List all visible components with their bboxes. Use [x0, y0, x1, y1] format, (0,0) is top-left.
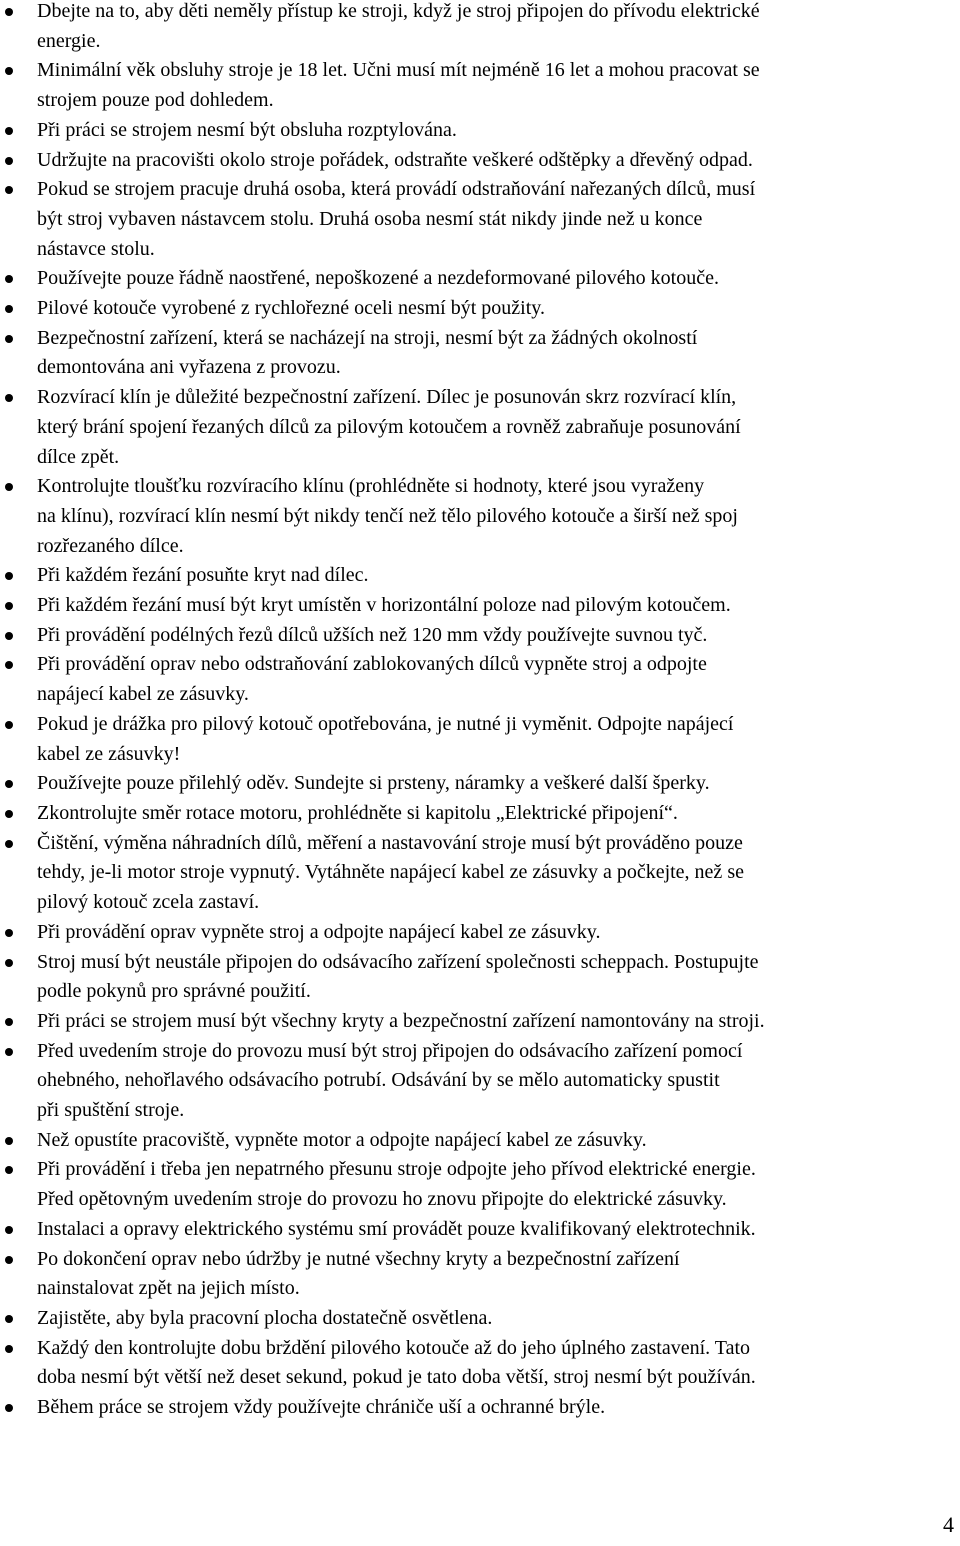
list-item [0, 324, 958, 383]
bullet-icon [5, 1345, 13, 1353]
list-item-text: Při provádění podélných řezů dílců užších než 120 mm vždy používejte suvnou tyč. [37, 623, 708, 646]
list-item [0, 591, 958, 621]
list-item [0, 918, 958, 948]
list-item-text: Zajistěte, aby byla pracovní plocha dostatečně osvětlena. [37, 1306, 493, 1329]
list-item-text: Čištění, výměna náhradních dílů, měření a nastavování stroje musí být prováděno pouze tehdy, je-li motor stroje vypnutý. Vytáhněte napájecí kabel ze zásuvky a počkejte, než se pilový kotouč zcela zastaví. [37, 831, 744, 914]
bullet-icon [5, 602, 13, 610]
bullet-icon [5, 335, 13, 343]
list-item-text: Používejte pouze řádně naostřené, nepoškozené a nezdeformované pilového kotouče. [37, 267, 719, 290]
bullet-icon [5, 572, 13, 580]
bullet-icon [5, 1166, 13, 1174]
list-item-text: Při práci se strojem nesmí být obsluha rozptylována. [37, 118, 457, 141]
list-item [0, 1037, 958, 1126]
list-item-text: Bezpečnostní zařízení, která se nacházejí na stroji, nesmí být za žádných okolností demontována ani vyřazena z provozu. [37, 326, 698, 379]
bullet-icon [5, 186, 13, 194]
list-item [0, 294, 958, 324]
list-item-text: Používejte pouze přilehlý oděv. Sundejte si prsteny, náramky a veškeré další šperky. [37, 772, 710, 795]
bullet-icon [5, 661, 13, 669]
page-number: 4 [943, 1512, 954, 1537]
list-item-text: Dbejte na to, aby děti neměly přístup ke stroji, když je stroj připojen do přívodu elektrické energie. [37, 0, 760, 52]
list-item-text: Při provádění oprav vypněte stroj a odpojte napájecí kabel ze zásuvky. [37, 920, 601, 943]
list-item-text: Pokud se strojem pracuje druhá osoba, která provádí odstraňování nařezaných dílců, musí být stroj vybaven nástavcem stolu. Druhá osoba nesmí stát nikdy jinde než u konce nástavce stolu. [37, 178, 756, 260]
list-item [0, 116, 958, 146]
bullet-icon [5, 157, 13, 165]
list-item-text: Kontrolujte tloušťku rozvíracího klínu (prohlédněte si hodnoty, které jsou vyraženy na klínu), rozvírací klín nesmí být nikdy tenčí než tělo pilového kotouče a širší než spoj rozřezaného dílce. [37, 475, 738, 557]
bullet-icon [5, 721, 13, 729]
bullet-icon [5, 632, 13, 640]
bullet-icon [5, 959, 13, 967]
list-item [0, 1007, 958, 1037]
list-item [0, 1215, 958, 1245]
list-item-text: Minimální věk obsluhy stroje je 18 let. Učni musí mít nejméně 16 let a mohou pracovat se strojem pouze pod dohledem. [37, 59, 760, 112]
list-item-text: Při každém řezání posuňte kryt nad dílec. [37, 564, 369, 587]
bullet-icon [5, 275, 13, 283]
list-item [0, 146, 958, 176]
list-item-text: Během práce se strojem vždy používejte chrániče uší a ochranné brýle. [37, 1396, 606, 1419]
list-item [0, 472, 958, 561]
bullet-icon [5, 394, 13, 402]
bullet-icon [5, 1226, 13, 1234]
list-item-text: Než opustíte pracoviště, vypněte motor a odpojte napájecí kabel ze zásuvky. [37, 1128, 647, 1151]
list-item [0, 1304, 958, 1334]
list-item-text: Pilové kotouče vyrobené z rychlořezné oceli nesmí být použity. [37, 297, 545, 320]
bullet-icon [5, 840, 13, 848]
list-item [0, 621, 958, 651]
bullet-icon [5, 810, 13, 818]
bullet-icon [5, 929, 13, 937]
list-item [0, 561, 958, 591]
list-item-text: Každý den kontrolujte dobu brždění pilového kotouče až do jeho úplného zastavení. Tato doba nesmí být větší než deset sekund, pokud je tato doba větší, stroj nesmí být používán. [37, 1336, 756, 1389]
list-item [0, 710, 958, 769]
list-item [0, 1245, 958, 1304]
bullet-icon [5, 483, 13, 491]
bullet-icon [5, 8, 13, 16]
list-item-text: Před uvedením stroje do provozu musí být stroj připojen do odsávacího zařízení pomocí ohebného, nehořlavého odsávacího potrubí. Odsávání by se mělo automaticky spustit při spuštění stroje. [37, 1039, 743, 1122]
list-item-text: Zkontrolujte směr rotace motoru, prohlédněte si kapitolu „Elektrické připojení“. [37, 801, 678, 824]
bullet-icon [5, 1137, 13, 1145]
list-item-text: Při provádění i třeba jen nepatrného přesunu stroje odpojte jeho přívod elektrické energie. Před opětovným uvedením stroje do provozu ho znovu připojte do elektrické zásuvky. [37, 1158, 756, 1211]
bullet-icon [5, 1018, 13, 1026]
list-item [0, 1393, 958, 1423]
bullet-icon [5, 780, 13, 788]
list-item-text: Pokud je drážka pro pilový kotouč opotřebována, je nutné ji vyměnit. Odpojte napájecí kabel ze zásuvky! [37, 712, 734, 765]
bullet-icon [5, 1048, 13, 1056]
list-item [0, 650, 958, 709]
list-item [0, 175, 958, 264]
bullet-icon [5, 1315, 13, 1323]
list-item [0, 769, 958, 799]
list-item-text: Udržujte na pracovišti okolo stroje pořádek, odstraňte veškeré odštěpky a dřevěný odpad. [37, 148, 753, 171]
list-item-text: Při každém řezání musí být kryt umístěn v horizontální poloze nad pilovým kotoučem. [37, 594, 731, 617]
list-item [0, 1126, 958, 1156]
list-item-text: Při práci se strojem musí být všechny kryty a bezpečnostní zařízení namontovány na stroji. [37, 1009, 765, 1032]
bullet-icon [5, 1256, 13, 1264]
bullet-icon [5, 305, 13, 313]
list-item-text: Při provádění oprav nebo odstraňování zablokovaných dílců vypněte stroj a odpojte napájecí kabel ze zásuvky. [37, 653, 707, 706]
list-item [0, 829, 958, 918]
list-item [0, 948, 958, 1007]
bullet-icon [5, 1404, 13, 1412]
list-item [0, 799, 958, 829]
list-item [0, 1334, 958, 1393]
list-item [0, 0, 958, 56]
list-item-text: Po dokončení oprav nebo údržby je nutné všechny kryty a bezpečnostní zařízení nainstalovat zpět na jejich místo. [37, 1247, 680, 1300]
list-item [0, 56, 958, 115]
bullet-icon [5, 127, 13, 135]
list-item-text: Instalaci a opravy elektrického systému smí provádět pouze kvalifikovaný elektrotechnik. [37, 1217, 756, 1240]
list-item-text: Rozvírací klín je důležité bezpečnostní zařízení. Dílec je posunován skrz rozvírací klín, který brání spojení řezaných dílců za pilovým kotoučem a rovněž zabraňuje posunování dílce zpět. [37, 386, 741, 468]
list-item [0, 264, 958, 294]
list-item [0, 383, 958, 472]
bullet-icon [5, 67, 13, 75]
list-item-text: Stroj musí být neustále připojen do odsávacího zařízení společnosti scheppach. Postupujte podle pokynů pro správné použití. [37, 950, 759, 1003]
list-item [0, 1155, 958, 1214]
